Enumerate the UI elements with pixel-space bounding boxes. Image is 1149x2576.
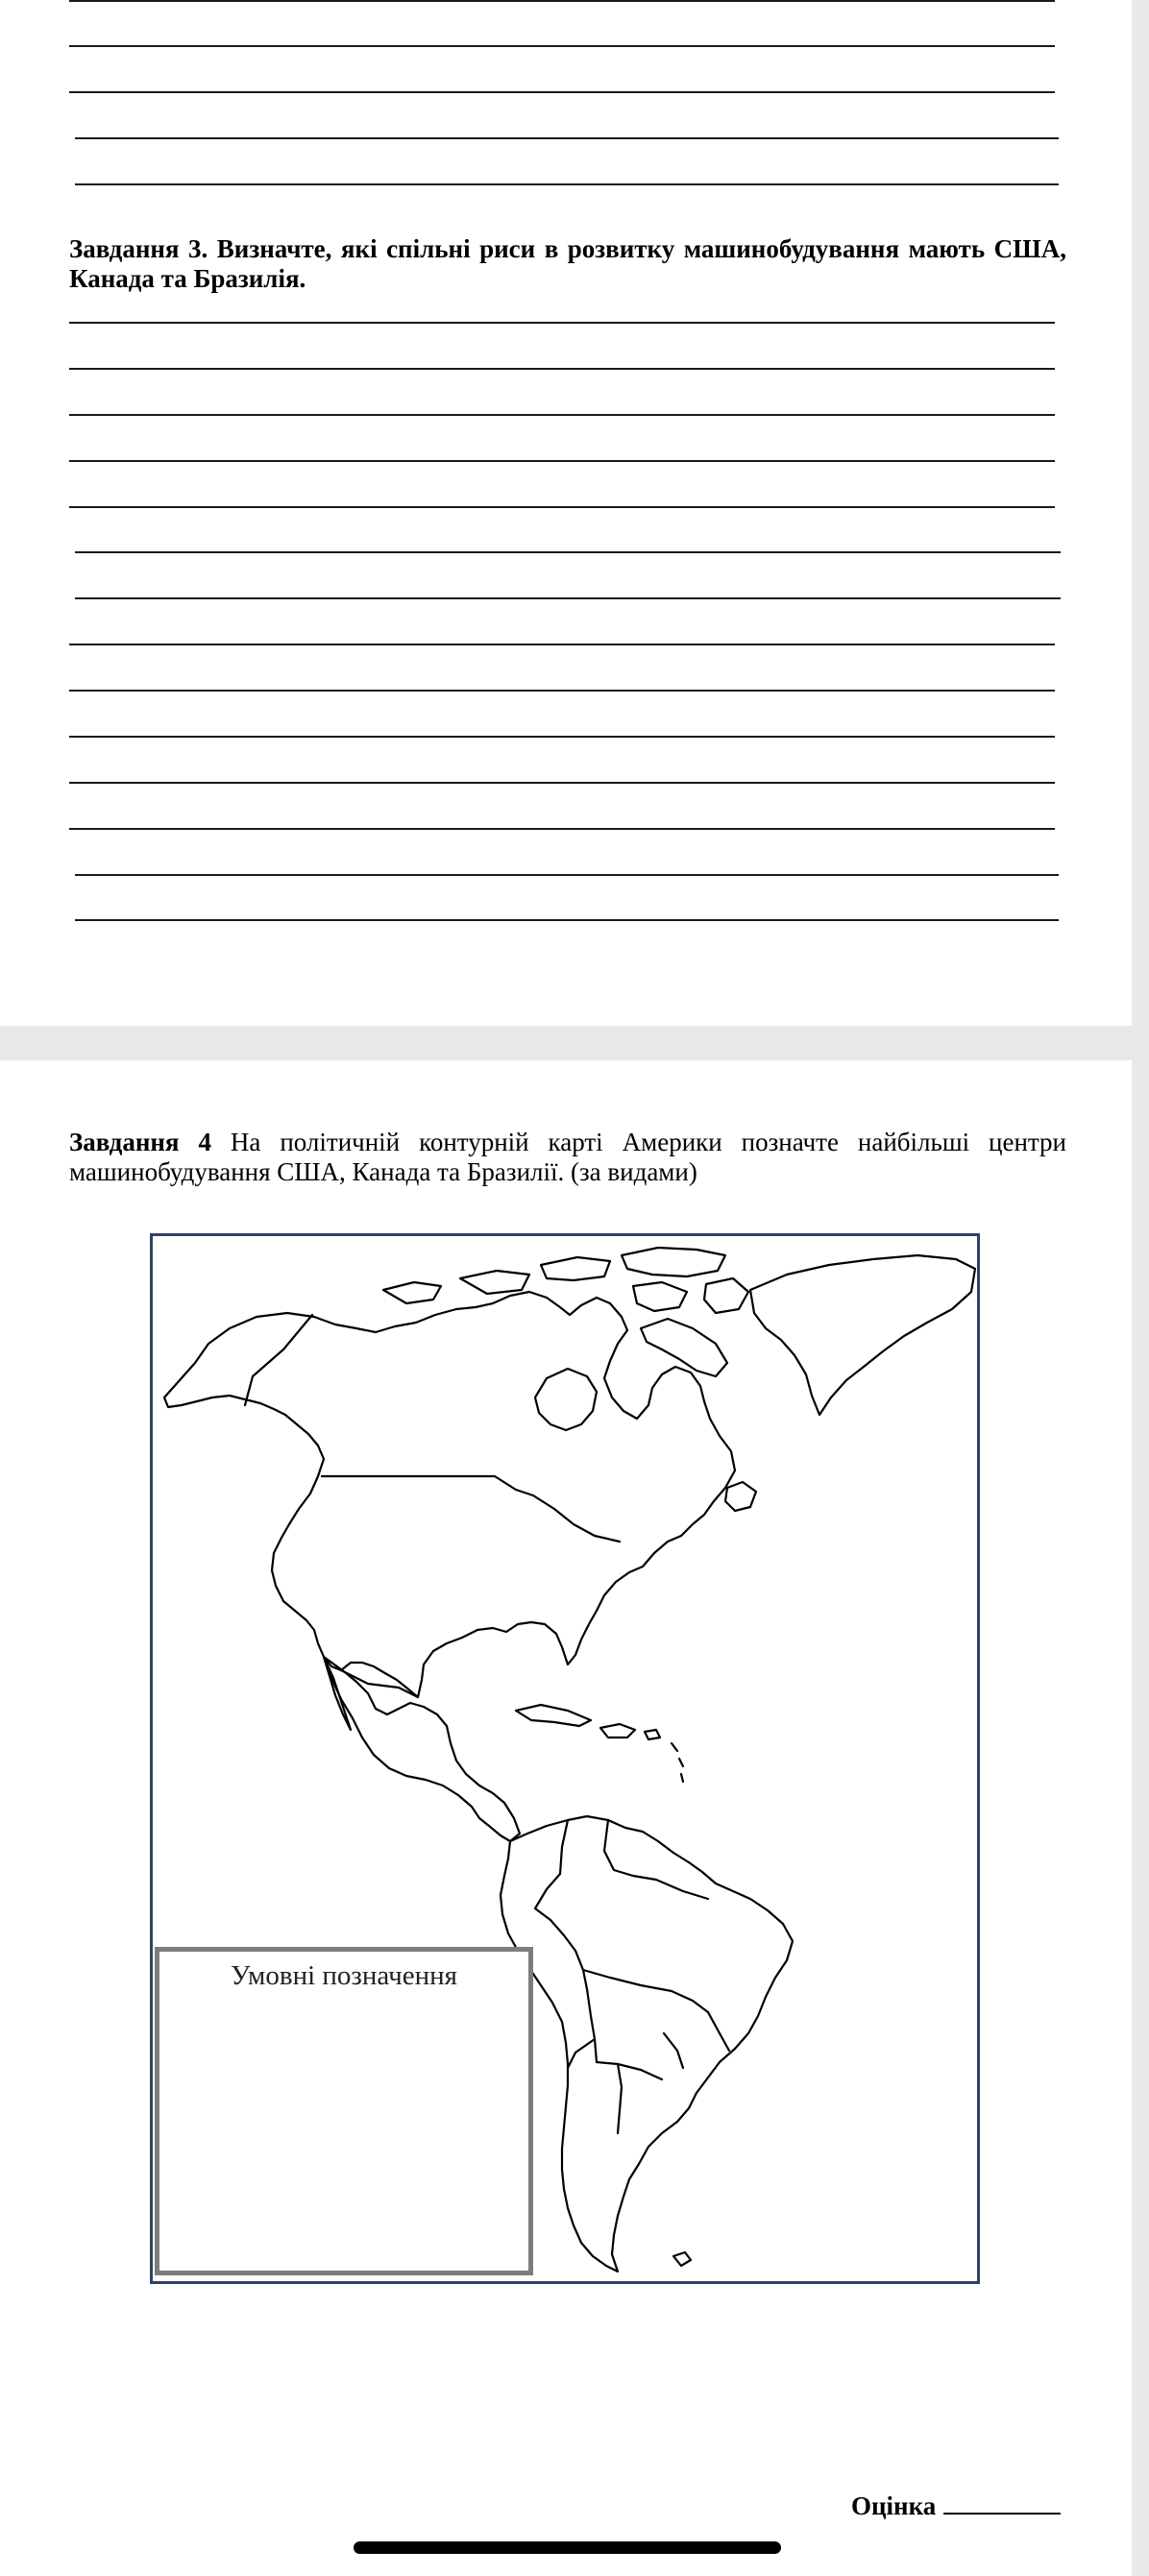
answer-line[interactable] <box>75 183 1059 185</box>
caribbean-island <box>672 1743 683 1782</box>
answer-line[interactable] <box>75 551 1061 553</box>
border-south-america <box>535 1820 708 2133</box>
newfoundland <box>725 1482 756 1511</box>
answer-line[interactable] <box>75 597 1061 599</box>
border-brazil <box>656 1880 729 2051</box>
grade-label: Оцінка <box>851 2491 937 2520</box>
hispaniola <box>600 1724 635 1738</box>
task-4-text: На політичній контурній карті Америки позначте найбільші центри машинобудування США, Канада та Бразилії. (за видами) <box>69 1128 1067 1186</box>
grade-field <box>851 2491 1061 2521</box>
worksheet-page-1 <box>0 0 1132 1026</box>
border-usa-mexico <box>341 1670 418 1697</box>
task-3-label: Завдання 3. <box>69 234 208 263</box>
legend-title: Умовні позначення <box>231 1960 457 1991</box>
arctic-island <box>704 1278 748 1313</box>
answer-line[interactable] <box>69 736 1055 738</box>
north-america-outline <box>164 1292 735 1697</box>
border-canada-alaska <box>245 1315 312 1405</box>
answer-line[interactable] <box>69 690 1055 692</box>
answer-line[interactable] <box>69 782 1055 784</box>
task-4-prompt <box>69 1128 1066 1187</box>
answer-line[interactable] <box>69 414 1055 416</box>
answer-line[interactable] <box>75 137 1059 139</box>
home-indicator-bar[interactable] <box>354 2541 781 2554</box>
south-america-outline <box>501 1816 793 2272</box>
answer-line[interactable] <box>69 828 1055 830</box>
arctic-island <box>460 1271 529 1294</box>
task-4-label: Завдання 4 <box>69 1128 211 1156</box>
answer-line[interactable] <box>69 368 1055 370</box>
answer-line[interactable] <box>69 644 1055 645</box>
answer-line[interactable] <box>75 874 1059 876</box>
answer-line[interactable] <box>69 506 1055 508</box>
arctic-island <box>622 1248 725 1276</box>
grade-blank-line[interactable] <box>943 2513 1061 2515</box>
baffin-island <box>641 1319 727 1376</box>
arctic-island <box>383 1282 441 1303</box>
caribbean-island <box>645 1730 660 1739</box>
answer-line[interactable] <box>69 45 1055 47</box>
hudson-bay <box>535 1369 597 1430</box>
map-legend-box[interactable] <box>155 1947 533 2275</box>
answer-line[interactable] <box>69 0 1055 2</box>
border-canada-usa <box>322 1476 620 1542</box>
answer-line[interactable] <box>69 460 1055 462</box>
greenland-outline <box>750 1255 975 1415</box>
arctic-island <box>541 1257 610 1280</box>
answer-line[interactable] <box>69 91 1055 93</box>
falkland-islands <box>673 2252 691 2266</box>
task-3-text: Визначте, які спільні риси в розвитку машинобудування мають США, Канада та Бразилія. <box>69 234 1066 293</box>
task-3-prompt <box>69 234 1066 294</box>
answer-line[interactable] <box>69 322 1055 324</box>
arctic-island <box>633 1282 687 1311</box>
cuba <box>516 1705 591 1726</box>
answer-line[interactable] <box>75 919 1059 921</box>
